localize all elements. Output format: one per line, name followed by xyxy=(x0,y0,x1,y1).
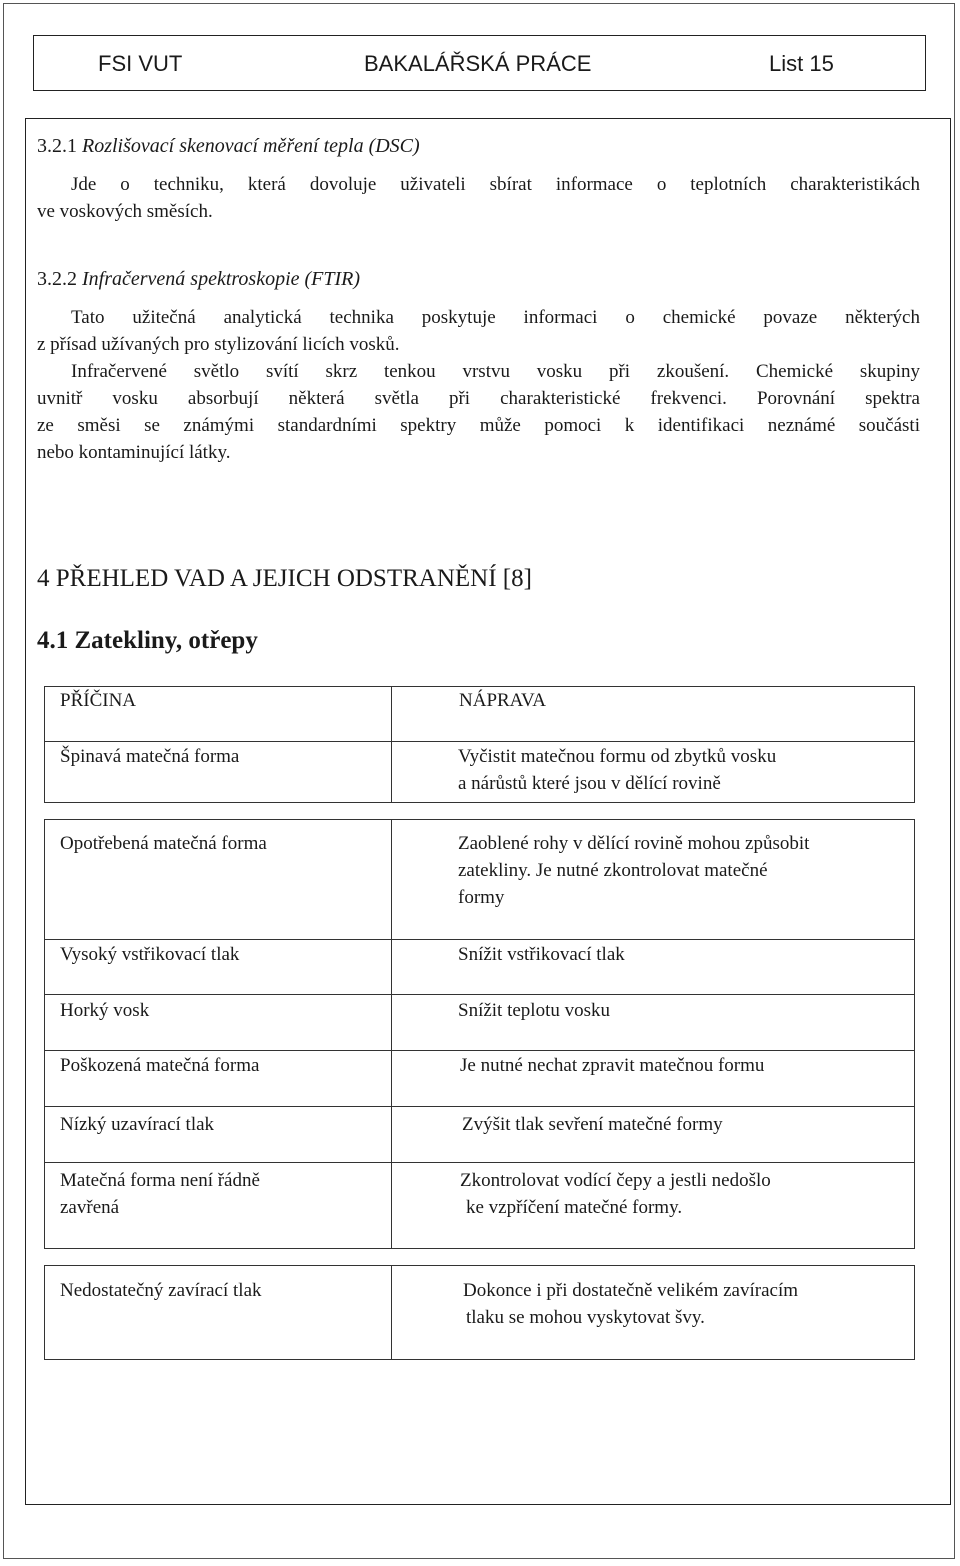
text-line: nebo kontaminující látky. xyxy=(37,442,231,463)
remedy-cell: Zvýšit tlak sevření matečné formy xyxy=(462,1114,723,1135)
remedy-cell: Snížit teplotu vosku xyxy=(458,1000,610,1021)
row-divider xyxy=(44,994,915,995)
text-line: Jde o techniku, která dovoluje uživateli sbírat informace o teplotních charakteristikách xyxy=(71,174,920,195)
row-divider xyxy=(44,741,915,742)
row-divider xyxy=(44,1162,915,1163)
cause-cell: Poškozená matečná forma xyxy=(60,1055,260,1076)
row-divider xyxy=(44,939,915,940)
cause-cell: Nízký uzavírací tlak xyxy=(60,1114,215,1135)
text-line: z přísad užívaných pro stylizování licích vosků. xyxy=(37,334,400,355)
cause-cell: Matečná forma není řádně zavřená xyxy=(60,1170,260,1218)
remedy-cell: Vyčistit matečnou formu od zbytků vosku a nárůstů které jsou v dělící rovině xyxy=(458,746,777,794)
page-header xyxy=(33,35,926,91)
text-line: ve voskových směsích. xyxy=(37,201,213,222)
cause-cell: Horký vosk xyxy=(60,1000,150,1021)
section-title-ftir: Infračervená spektroskopie (FTIR) xyxy=(82,268,361,290)
chapter-heading: 4 PŘEHLED VAD A JEJICH ODSTRANĚNÍ [8] xyxy=(37,565,532,592)
text-line: ze směsi se známými standardními spektry může pomoci k identifikaci neznámé součásti xyxy=(37,415,920,436)
table-header-cause: PŘÍČINA xyxy=(60,690,137,711)
text-line: Infračervené světlo svítí skrz tenkou vrstvu vosku při zkoušení. Chemické skupiny xyxy=(71,361,920,382)
text-line: uvnitř vosku absorbují některá světla při charakteristické frekvenci. Porovnání spektra xyxy=(37,388,920,409)
row-divider xyxy=(44,1106,915,1107)
cause-cell: Opotřebená matečná forma xyxy=(60,833,267,854)
section-title-dsc: Rozlišovací skenovací měření tepla (DSC) xyxy=(82,135,420,157)
section-heading-ftir: 3.2.2 Infračervená spektroskopie (FTIR) xyxy=(37,268,361,290)
cause-cell: Vysoký vstřikovací tlak xyxy=(60,944,240,965)
paragraph-dsc xyxy=(37,174,920,228)
header-thesis-type: BAKALÁŘSKÁ PRÁCE xyxy=(364,51,592,76)
remedy-cell: Dokonce i při dostatečně velikém zavíracím tlaku se mohou vyskytovat švy. xyxy=(463,1280,799,1328)
section-heading-dsc: 3.2.1 Rozlišovací skenovací měření tepla (DSC) xyxy=(37,135,420,157)
header-page-number: List 15 xyxy=(769,51,834,76)
paragraph-ftir xyxy=(37,307,920,469)
cause-cell: Špinavá matečná forma xyxy=(60,746,240,767)
row-divider xyxy=(44,1050,915,1051)
cause-cell: Nedostatečný zavírací tlak xyxy=(60,1280,262,1301)
section-heading-burrs: 4.1 Zatekliny, otřepy xyxy=(37,627,258,654)
header-faculty: FSI VUT xyxy=(98,51,183,76)
remedy-cell: Zaoblené rohy v dělící rovině mohou způsobit zatekliny. Je nutné zkontrolovat matečné formy xyxy=(458,833,810,908)
table-header-remedy: NÁPRAVA xyxy=(459,690,546,711)
remedy-cell: Je nutné nechat zpravit matečnou formu xyxy=(460,1055,765,1076)
text-line: Tato užitečná analytická technika poskytuje informaci o chemické povaze některých xyxy=(71,307,920,328)
remedy-cell: Zkontrolovat vodící čepy a jestli nedošlo ke vzpříčení matečné formy. xyxy=(460,1170,771,1218)
remedy-cell: Snížit vstřikovací tlak xyxy=(458,944,625,965)
